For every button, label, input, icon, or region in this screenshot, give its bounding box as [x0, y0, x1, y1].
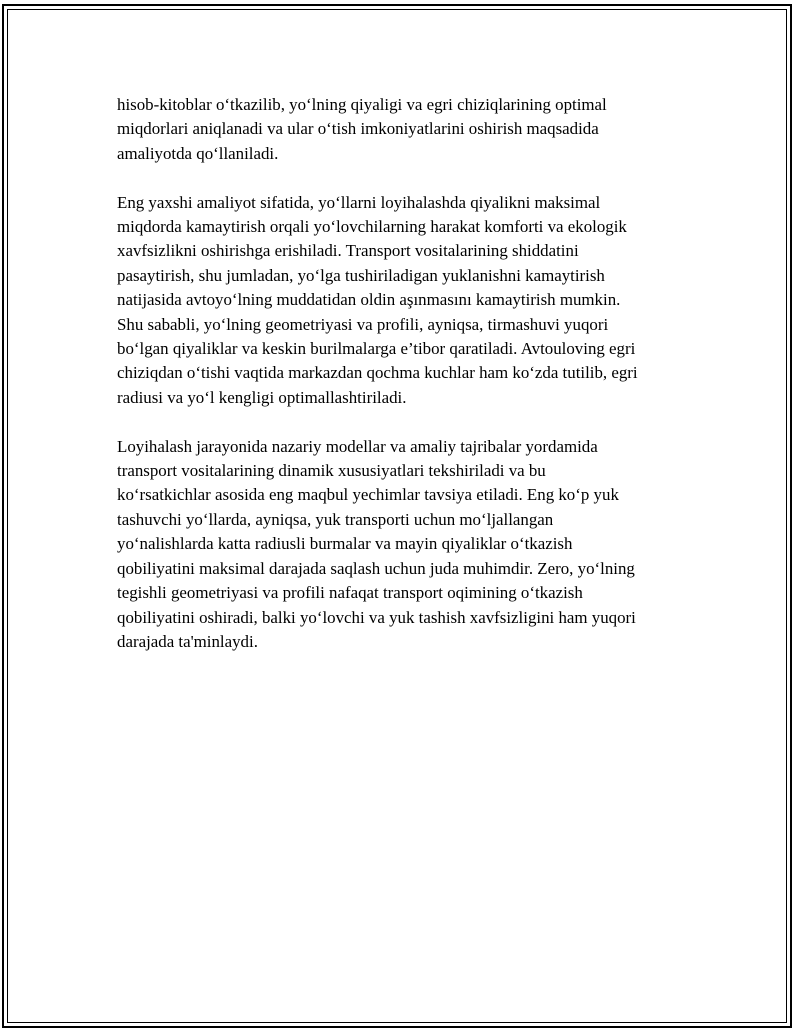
text-line: natijasida avtoyo‘lning muddatidan oldin aşınmasını kamaytirish mumkin.: [117, 290, 621, 310]
paragraph-1: [117, 93, 687, 166]
text-line: Eng yaxshi amaliyot sifatida, yo‘llarni loyihalashda qiyalikni maksimal: [117, 192, 601, 212]
paragraph-3: [117, 435, 687, 655]
text-line: qobiliyatini oshiradi, balki yo‘lovchi va yuk tashish xavfsizligini ham yuqori: [117, 607, 636, 627]
text-line: radiusi va yo‘l kengligi optimallashtiriladi.: [117, 387, 407, 407]
text-line: chiziqdan o‘tishi vaqtida markazdan qochma kuchlar ham ko‘zda tutilib, egri: [117, 363, 638, 383]
paragraph-2: [117, 191, 687, 411]
text-line: xavfsizlikni oshirishga erishiladi. Transport vositalarining shiddatini: [117, 241, 579, 261]
text-line: Loyihalash jarayonida nazariy modellar va amaliy tajribalar yordamida: [117, 436, 598, 456]
text-line: miqdorlari aniqlanadi va ular o‘tish imkoniyatlarini oshirish maqsadida: [117, 119, 599, 139]
document-body: [117, 93, 687, 679]
text-line: pasaytirish, shu jumladan, yo‘lga tushiriladigan yuklanishni kamaytirish: [117, 265, 605, 285]
text-line: miqdorda kamaytirish orqali yo‘lovchilarning harakat komforti va ekologik: [117, 217, 627, 237]
text-line: Shu sababli, yo‘lning geometriyasi va profili, ayniqsa, tirmashuvi yuqori: [117, 314, 609, 334]
text-line: yo‘nalishlarda katta radiusli burmalar va mayin qiyaliklar o‘tkazish: [117, 534, 573, 554]
text-line: tashuvchi yo‘llarda, ayniqsa, yuk transporti uchun mo‘ljallangan: [117, 509, 554, 529]
text-line: qobiliyatini maksimal darajada saqlash uchun juda muhimdir. Zero, yo‘lning: [117, 558, 635, 578]
text-line: ko‘rsatkichlar asosida eng maqbul yechimlar tavsiya etiladi. Eng ko‘p yuk: [117, 485, 619, 505]
text-line: darajada ta'minlaydi.: [117, 631, 258, 651]
text-line: transport vositalarining dinamik xususiyatlari tekshiriladi va bu: [117, 461, 546, 481]
text-line: bo‘lgan qiyaliklar va keskin burilmalarga e’tibor qaratiladi. Avtouloving egri: [117, 339, 636, 359]
text-line: amaliyotda qo‘llaniladi.: [117, 143, 279, 163]
text-line: tegishli geometriyasi va profili nafaqat transport oqimining o‘tkazish: [117, 583, 583, 603]
text-line: hisob-kitoblar o‘tkazilib, yo‘lning qiyaligi va egri chiziqlarining optimal: [117, 95, 607, 114]
